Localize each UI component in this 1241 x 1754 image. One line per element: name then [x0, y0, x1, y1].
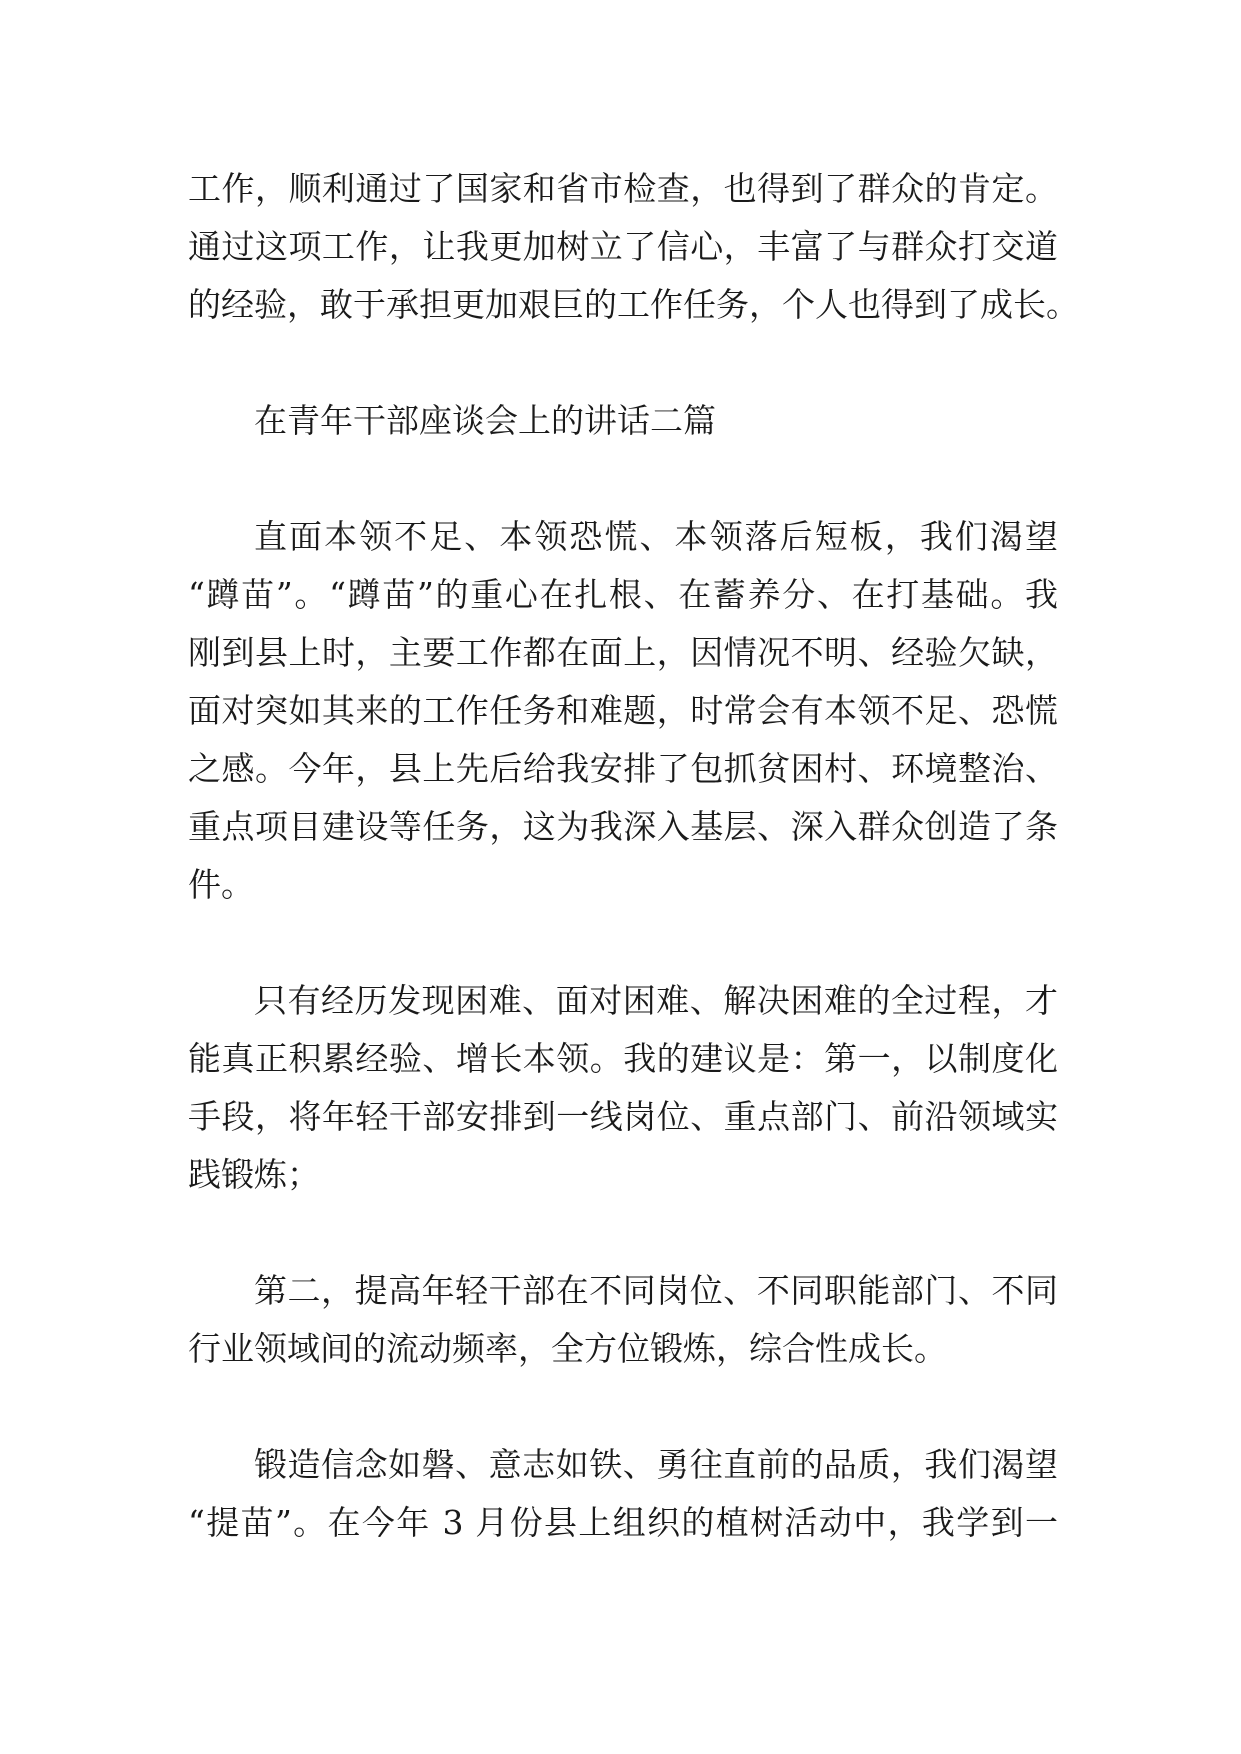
text-line: 手段，将年轻干部安排到一线岗位、重点部门、前沿领域实 [188, 1097, 1058, 1136]
text-line: 面对突如其来的工作任务和难题，时常会有本领不足、恐慌 [188, 691, 1058, 730]
document-body [188, 160, 1079, 1552]
text-line: 能真正积累经验、增长本领。我的建议是：第一，以制度化 [188, 1039, 1058, 1078]
text-line: 工作，顺利通过了国家和省市检查，也得到了群众的肯定。 [188, 169, 1058, 208]
text-line: 之感。今年，县上先后给我安排了包抓贫困村、环境整治、 [188, 749, 1058, 788]
text-line: 刚到县上时，主要工作都在面上，因情况不明、经验欠缺， [188, 633, 1058, 672]
text-line: “蹲苗”。“蹲苗”的重心在扎根、在蓄养分、在打基础。我 [188, 575, 1058, 614]
text-line: 的经验，敢于承担更加艰巨的工作任务，个人也得到了成长。 [188, 285, 1079, 324]
text-line: 通过这项工作，让我更加树立了信心，丰富了与群众打交道 [188, 227, 1058, 266]
text-line: 行业领域间的流动频率，全方位锻炼，综合性成长。 [188, 1329, 947, 1368]
paragraph [188, 1436, 1058, 1552]
paragraph [188, 508, 1058, 914]
text-line: 重点项目建设等任务，这为我深入基层、深入群众创造了条 [188, 807, 1058, 846]
text-line: 件。 [188, 865, 254, 904]
section-title [188, 392, 1058, 450]
text-line: 第二，提高年轻干部在不同岗位、不同职能部门、不同 [254, 1271, 1058, 1310]
text-line: “提苗”。在今年 3 月份县上组织的植树活动中，我学到一 [188, 1503, 1058, 1542]
text-line: 锻造信念如磐、意志如铁、勇往直前的品质，我们渴望 [254, 1445, 1058, 1484]
paragraph-continuation [188, 160, 1079, 334]
paragraph [188, 1262, 1058, 1378]
text-line: 践锻炼； [188, 1155, 320, 1194]
paragraph [188, 972, 1058, 1204]
text-line: 直面本领不足、本领恐慌、本领落后短板，我们渴望 [254, 517, 1058, 556]
text-line: 只有经历发现困难、面对困难、解决困难的全过程，才 [254, 981, 1058, 1020]
title-line: 在青年干部座谈会上的讲话二篇 [254, 401, 716, 440]
